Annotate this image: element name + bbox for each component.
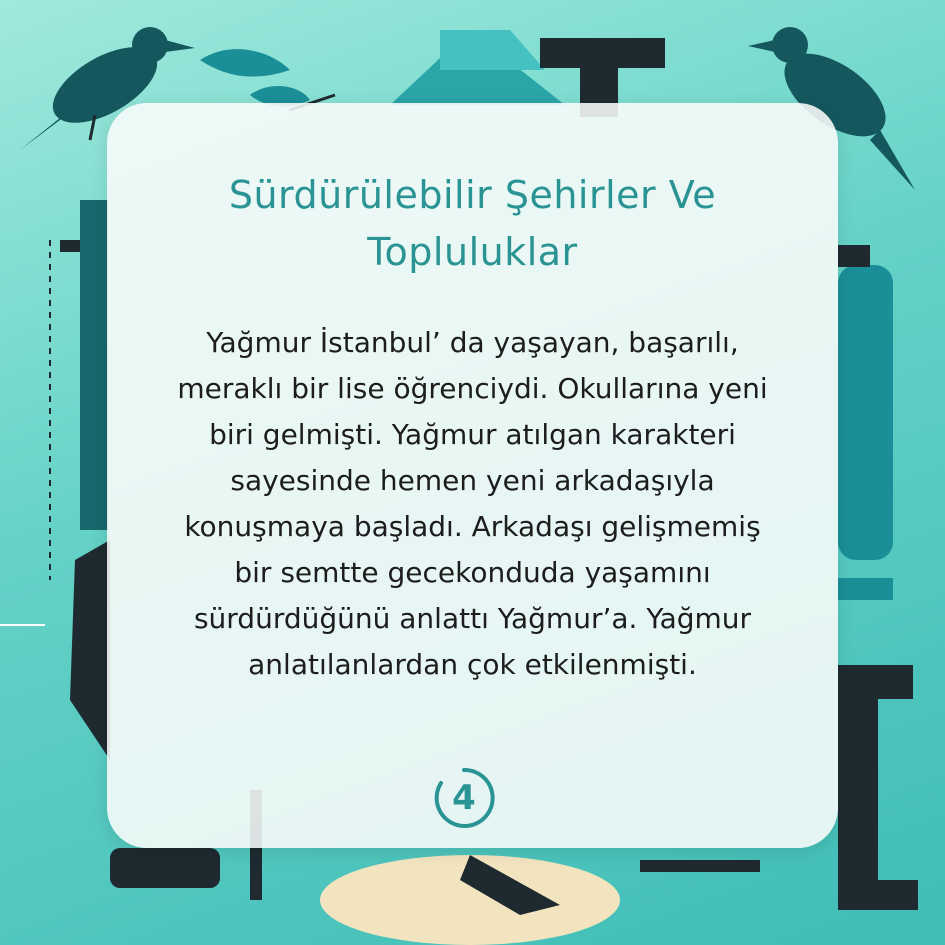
- paragraph-line: bir semtte gecekonduda yaşamını: [234, 556, 711, 589]
- title-line: Sürdürülebilir Şehirler Ve: [228, 173, 717, 217]
- paragraph-line: biri gelmişti. Yağmur atılgan karakteri: [209, 418, 736, 451]
- bottle-shape: [838, 265, 893, 560]
- paragraph-line: sürdürdüğünü anlattı Yağmur’a. Yağmur: [193, 602, 752, 635]
- paragraph-line: anlatılanlardan çok etkilenmişti.: [248, 648, 697, 681]
- page-title: [107, 167, 838, 281]
- page-number: 4: [452, 778, 476, 818]
- paragraph-line: sayesinde hemen yeni arkadaşıyla: [230, 464, 715, 497]
- paragraph-line: meraklı bir lise öğrenciydi. Okullarına yeni: [177, 372, 768, 405]
- story-paragraph: [107, 320, 838, 688]
- bracket-shape: [838, 665, 913, 699]
- paragraph-line: konuşmaya başladı. Arkadaşı gelişmemiş: [184, 510, 761, 543]
- page-number-badge: [431, 765, 497, 831]
- paragraph-line: Yağmur İstanbul’ da yaşayan, başarılı,: [206, 326, 739, 359]
- left-bar-shape: [80, 200, 108, 530]
- title-line: Topluluklar: [367, 230, 578, 274]
- content-card: [107, 103, 838, 848]
